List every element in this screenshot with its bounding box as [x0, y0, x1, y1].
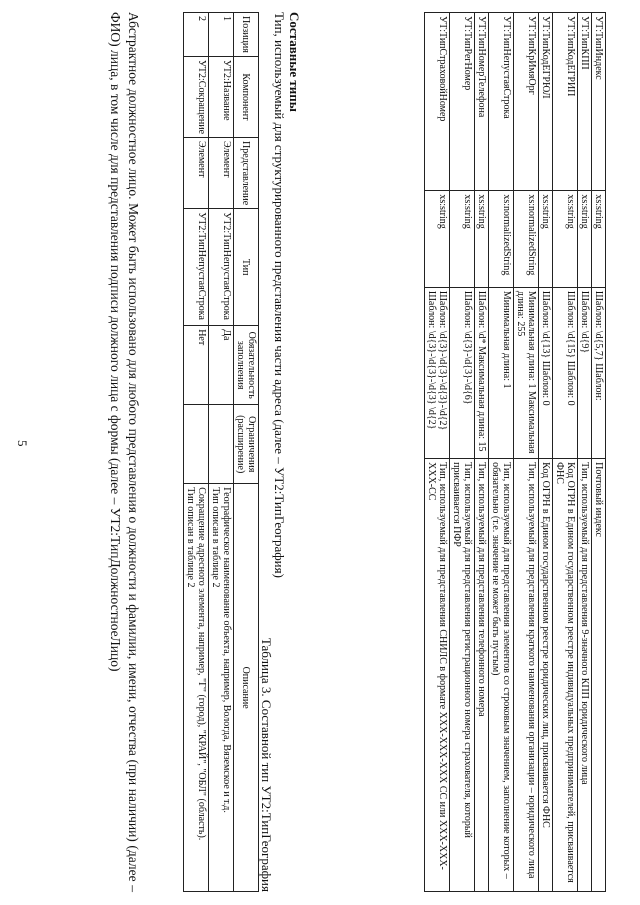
- facets-cell: Шаблон: \d{3}-\d{3}-\d{6}: [450, 287, 475, 458]
- description-cell: Тип, используемый для представления краткого наименования организации – юридического лица: [514, 459, 539, 892]
- description-cell: Тип, используемый для представления СНИЛС в формате XXX-XXX-XXX CC или XXX-XXX-XXX-CC: [425, 459, 450, 892]
- geo-description: [184, 484, 209, 892]
- geo-limits: [184, 405, 209, 484]
- table-row: [184, 13, 209, 892]
- table-row: [489, 13, 514, 892]
- description-cell: Тип, используемый для представления элементов со строковым значением, заполнение которых – обязательно (т.е. значение не может быть пустым): [489, 459, 514, 892]
- geo-position: 1: [209, 13, 234, 57]
- type-name-cell: УТ:ТипКрИмяОрг: [514, 13, 539, 191]
- header-description: Описание: [234, 484, 259, 892]
- header-limits: Ограничения (расширение): [234, 405, 259, 484]
- geo-required: Да: [209, 326, 234, 405]
- header-representation: Представление: [234, 138, 259, 209]
- base-type-cell: xs:normalizedString: [514, 191, 539, 288]
- header-type: Тип: [234, 209, 259, 326]
- geo-description-note: Тип описан в таблице 2: [210, 487, 221, 588]
- base-type-cell: xs:string: [539, 191, 553, 288]
- facets-cell: Шаблон: \d{13} Шаблон: 0: [539, 287, 553, 458]
- description-cell: Тип, используемый для представления телефонного номера: [475, 459, 489, 892]
- description-cell: Код ОГРН в Едином государственном реестре юридических лиц, присваивается ФНС: [539, 459, 553, 892]
- base-type-cell: xs:string: [553, 191, 578, 288]
- description-cell: Код ОГРН в Едином государственном реестре индивидуальных предпринимателей, присваивается ФНС: [553, 459, 578, 892]
- simple-types-table: [424, 12, 606, 892]
- geo-required: Нет: [184, 326, 209, 405]
- type-name-cell: УТ:ТипКодЕГРЮЛ: [539, 13, 553, 191]
- header-required: Обязательность заполнения: [234, 326, 259, 405]
- geo-type: УТ2:ТипНепустаяСтрока: [209, 209, 234, 326]
- table-row: [450, 13, 475, 892]
- geo-description-note: Тип описан в таблице 2: [185, 487, 196, 588]
- base-type-cell: xs:normalizedString: [489, 191, 514, 288]
- description-cell: Тип, используемый для представления регистрационного номера страхователя, который присваивается ПФР: [450, 459, 475, 892]
- base-type-cell: xs:string: [425, 191, 450, 288]
- facets-cell: Шаблон: \d{15} Шаблон: 0: [553, 287, 578, 458]
- table-row: [553, 13, 578, 892]
- geo-limits: [209, 405, 234, 484]
- header-position: Позиция: [234, 13, 259, 57]
- base-type-cell: xs:string: [450, 191, 475, 288]
- table-caption: Таблица 3. Составной тип УТ2:ТипГеография: [259, 637, 274, 892]
- description-cell: Тип, используемый для представления 9-значного КПП юридического лица: [578, 459, 592, 892]
- geo-description-text: Сокращение адресного элемента, например, "Г" (город), "КРАЙ", "ОБЛ" (область).: [196, 487, 207, 841]
- geography-table: [183, 12, 259, 892]
- type-name-cell: УТ:ТипРегНомер: [450, 13, 475, 191]
- type-name-cell: УТ:ТипИндекс: [592, 13, 606, 191]
- rotated-page-content: [10, 12, 620, 892]
- description-cell: Почтовый индекс: [592, 459, 606, 892]
- type-name-cell: УТ:ТипКПП: [578, 13, 592, 191]
- facets-cell: Шаблон: \d{3}-\d{3}-\d{3}-\d{2} Шаблон: \d{3}-\d{3}-\d{3} \d{2}: [425, 287, 450, 458]
- geo-position: 2: [184, 13, 209, 57]
- simple-types-table-body: [425, 13, 606, 892]
- facets-cell: Минимальная длина: 1: [489, 287, 514, 458]
- facets-cell: Минимальная длина: 1 Максимальная длина: 255: [514, 287, 539, 458]
- type-name-cell: УТ:ТипНомерТелефона: [475, 13, 489, 191]
- section-subtitle: Тип, используемый для структурированного представления части адреса (далее – УТ2:ТипГеография): [272, 12, 287, 578]
- geo-representation: Элемент: [184, 138, 209, 209]
- section-title: Составные типы: [287, 12, 302, 112]
- type-name-cell: УТ:ТипКодЕГРИП: [553, 13, 578, 191]
- base-type-cell: xs:string: [475, 191, 489, 288]
- table-row: [514, 13, 539, 892]
- table-row: [425, 13, 450, 892]
- page-number: 5: [15, 440, 30, 447]
- geo-type: УТ2:ТипНепустаяСтрока: [184, 209, 209, 326]
- table-row: [592, 13, 606, 892]
- facets-cell: Шаблон: \d* Максимальная длина: 15: [475, 287, 489, 458]
- geo-description-text: Географическое наименование объекта, например, Вологда, Вяземское и т.д.: [221, 487, 232, 813]
- body-paragraph: Абстрактное должностное лицо. Может быть использовано для любого представления о должности и фамилии, имени, отчества (при наличии) (далее – ФИО) лица, в том числе для представления подписи должного лица с формы (далее – УТ2:ТипДолжностноеЛицо): [108, 12, 141, 892]
- geo-description: [209, 484, 234, 892]
- geo-representation: Элемент: [209, 138, 234, 209]
- table-row: [475, 13, 489, 892]
- facets-cell: Шаблон: \d{9}: [578, 287, 592, 458]
- table-row: [578, 13, 592, 892]
- geo-component: УТ2:Сокращение: [184, 56, 209, 137]
- base-type-cell: xs:string: [592, 191, 606, 288]
- geography-header-row: [234, 13, 259, 892]
- facets-cell: Шаблон: \d{5,7} Шаблон:: [592, 287, 606, 458]
- header-component: Компонент: [234, 56, 259, 137]
- table-row: [209, 13, 234, 892]
- table-row: [539, 13, 553, 892]
- type-name-cell: УТ:ТипНепустаяСтрока: [489, 13, 514, 191]
- base-type-cell: xs:string: [578, 191, 592, 288]
- geo-component: УТ2:Название: [209, 56, 234, 137]
- type-name-cell: УТ:ТипСтраховойНомер: [425, 13, 450, 191]
